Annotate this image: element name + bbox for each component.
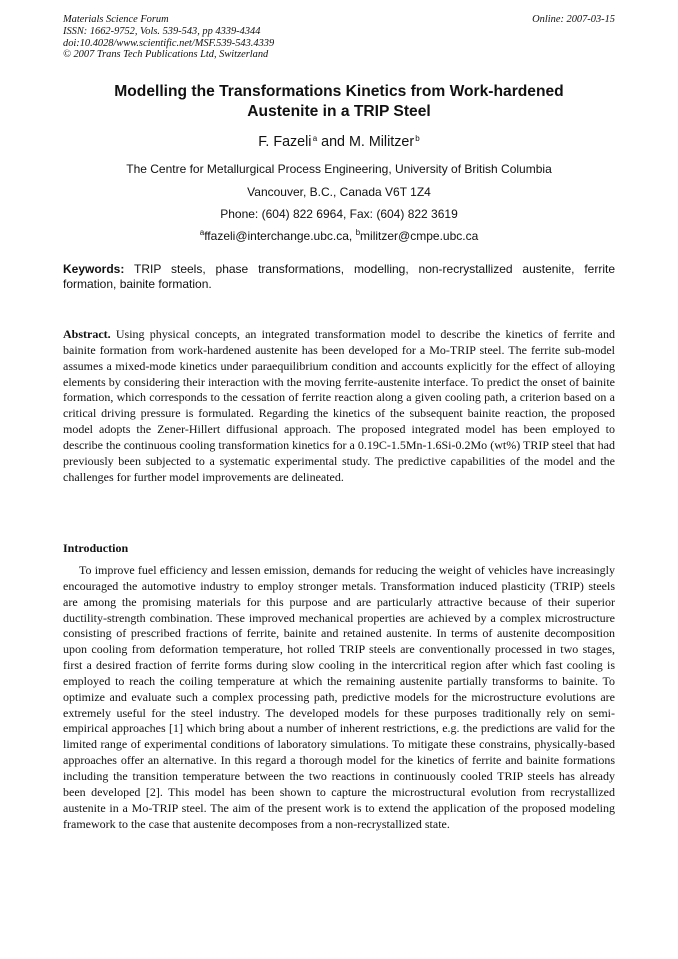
author-affiliation-mark: b <box>415 134 420 143</box>
abstract-block <box>63 327 615 485</box>
abstract-label: Abstract. <box>63 327 111 341</box>
contact-phone: Phone: (604) 822 6964, Fax: (604) 822 3619 <box>220 207 458 221</box>
affiliation-institution: The Centre for Metallurgical Process Engineering, University of British Columbia <box>126 162 552 176</box>
author-affiliation-mark: a <box>312 134 318 143</box>
journal-name: Materials Science Forum <box>63 14 169 25</box>
keywords-text: TRIP steels, phase transformations, modelling, non-recrystallized austenite, ferrite formation, bainite formation. <box>63 262 616 291</box>
journal-header <box>63 14 615 61</box>
author-name: F. Fazeli <box>258 134 312 150</box>
abstract-text: Using physical concepts, an integrated transformation model to describe the kinetics of ferrite and bainite formation from work-hardened austenite has been developed for a Mo-TRIP steel. The ferrite sub-model assumes a mixed-mode kinetics under paraequilibrium condition and accounts explicitly for the effect of alloying elements by considering their interaction with the moving ferrite-austenite interface. To predict the onset of bainite formation, which corresponds to the cessation of ferrite reaction along a given cooling path, a criterion based on a critical driving pressure is formulated. Regarding the kinetics of the subsequent bainite reaction, the proposed model adopts the Zener-Hillert diffusional approach. The proposed integrated model has been employed to describe the continuous cooling transformation kinetics for a 0.19C-1.5Mn-1.6Si-0.2Mo (wt%) TRIP steel that had previously been subjected to a systematic experimental study. The predictive capabilities of the model and the challenges for further model improvements are delineated. <box>63 327 615 484</box>
email-mark: a <box>199 228 205 237</box>
paper-title <box>63 82 615 121</box>
contact-emails <box>63 229 615 243</box>
author-name: M. Militzer <box>348 134 415 150</box>
paper-title-line-1: Modelling the Transformations Kinetics from Work-hardened <box>114 83 564 100</box>
author-conjunction: and <box>321 134 345 150</box>
section-heading-introduction: Introduction <box>63 541 129 555</box>
email-link[interactable]: ffazeli@interchange.ubc.ca, <box>204 229 353 243</box>
keywords-label: Keywords: <box>63 262 125 276</box>
introduction-paragraph: To improve fuel efficiency and lessen emission, demands for reducing the weight of vehicles have increasingly encouraged the automotive industry to employ stronger metals. Transformation induced plasticity (TRIP) steels are among the promising materials for this purpose and are particularly attractive because of their superior ductility-strength combination. These improved mechanical properties are achieved by a complex microstructure consisting of prescribed fractions of ferrite, bainite and retained austenite. In terms of austenite decomposition upon cooling from deformation temperature, hot rolled TRIP steels are conventionally processed in two stages, first a desired fraction of ferrite forms during slow cooling in the intercritical region after which fast cooling is employed to reach the coiling temperature at which the remaining austenite partially transforms to bainite. To optimize and evaluate such a complex processing path, predictive models for the microstructure evolutions are extremely useful for the steel industry. The developed models for these purposes traditionally rely on semi-empirical approaches [1] which bring about a number of inherent restrictions, e.g. the predictions are valid for the limited range of experimental conditions of laboratory simulations. To mitigate these constrains, physically-based approaches offer an alternative. In this regard a thorough model for the kinetics of ferrite and bainite formations including the transition temperature between the two reactions in continuously cooled TRIP steels has already been developed [2]. This model has been shown to capture the microstructural evolution from recrystallized austenite in a Mo-TRIP steel. The aim of the present work is to extend the application of the proposed modeling framework to the case that austenite decomposes from a non-recrystallized state. <box>63 563 615 831</box>
keywords-block <box>63 262 615 292</box>
journal-issn: ISSN: 1662-9752, Vols. 539-543, pp 4339-4344 <box>63 25 261 37</box>
author-list <box>63 134 615 150</box>
journal-doi[interactable]: doi:10.4028/www.scientific.net/MSF.539-543.4339 <box>63 37 275 49</box>
online-date: Online: 2007-03-15 <box>532 14 615 25</box>
paper-title-line-2: Austenite in a TRIP Steel <box>247 102 431 120</box>
journal-copyright: © 2007 Trans Tech Publications Ltd, Switzerland <box>63 49 269 61</box>
email-mark: b <box>355 228 361 237</box>
affiliation-address: Vancouver, B.C., Canada V6T 1Z4 <box>247 185 431 199</box>
email-link[interactable]: militzer@cmpe.ubc.ca <box>360 229 479 243</box>
